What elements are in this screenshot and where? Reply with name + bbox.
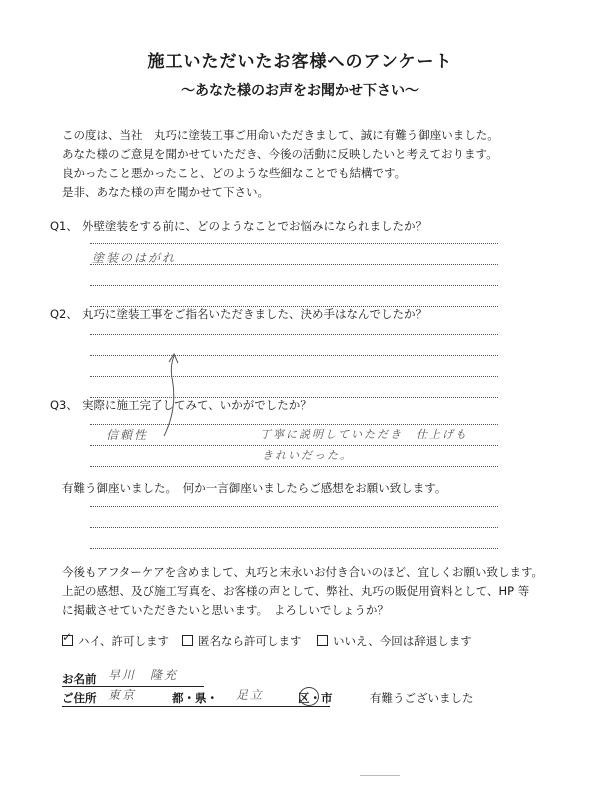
option-label: いいえ、今回は辞退します [333,634,472,648]
address-prefecture: 東京 [108,688,137,702]
answer-line [90,527,498,528]
closing-line: に掲載させていただきたいと思います。 よろしいでしょうか？ [62,603,389,617]
answer-line [90,334,498,335]
closing-text [62,563,543,620]
question-1-label: Q1、 [50,219,78,233]
handwritten-answer-1: 塗装のはがれ [92,251,177,265]
checkbox-icon[interactable] [317,635,328,646]
question-2-label: Q2、 [50,307,78,321]
answer-line [90,285,498,286]
address-underline [62,706,330,707]
handwritten-arrow-icon [160,348,184,440]
intro-line: 良かったこと悪かったこと、どのような些細なことでも結構です。 [62,166,407,180]
handwritten-answer-3-line2: きれいだった。 [262,449,353,462]
answer-line [90,548,498,549]
handwritten-answer-3-line1: 丁寧に説明していただき 仕上げも [260,428,468,441]
thanks-text: 有難うございました [370,691,474,705]
answer-line [90,506,498,507]
address-ku-shi: 区・市 [298,691,333,705]
circled-ku-mark [299,687,319,706]
answer-line [90,424,498,425]
question-1-text: 外壁塗装をする前に、どのようなことでお悩みになられましたか？ [82,219,427,233]
name-value: 早川 隆充 [108,668,179,682]
closing-line: 今後もアフターケアを含めまして、丸巧と末永いお付き合いのほど、宜しくお願い致します。 [62,565,544,579]
option-anonymous[interactable] [182,633,302,649]
answer-line [90,355,498,356]
question-3-text: 実際に施工完了してみて、いかがでしたか？ [82,398,312,412]
handwritten-answer-2: 信頼性 [106,428,149,442]
checkbox-icon[interactable] [182,635,193,646]
address-label: ご住所 [62,691,97,705]
name-label: お名前 [62,672,97,686]
option-permit[interactable] [62,633,169,649]
question-2-text: 丸巧に塗装工事をご指名いただきました、決め手はなんでしたか？ [82,307,427,321]
option-label: 匿名なら許可します [198,634,302,648]
intro-line: 是非、あなた様の声を聞かせて下さい。 [62,185,269,199]
question-3-label: Q3、 [50,398,78,412]
intro-text [62,126,499,202]
option-label: ハイ、許可します [78,634,169,648]
answer-line [90,466,498,467]
intro-line: あなた様のご意見を聞かせていただき、今後の活動に反映したいと考えております。 [62,147,498,161]
intro-line: この度は、当社 丸巧に塗装工事ご用命いただきまして、誠に有難う御座いました。 [62,128,499,142]
footer-mark [360,775,400,776]
answer-line [90,243,498,244]
page-title: 施工いただいたお客様へのアンケート [147,52,453,72]
address-city: 足立 [236,688,265,702]
option-decline[interactable] [317,633,472,649]
page-subtitle: ～あなた様のお声をお聞かせ下さい～ [181,83,419,99]
comment-prompt: 有難う御座いました。 何か一言御座いましたらご感想をお願い致します。 [62,481,447,495]
address-to-ken: 都・県・ [172,691,218,705]
closing-line: 上記の感想、及び施工写真を、お客様の声として、弊社、丸巧の販促用資料として、HP 等 [62,584,530,598]
answer-line [90,376,498,377]
answer-line [90,445,498,446]
checkbox-checked-icon[interactable] [62,635,73,646]
